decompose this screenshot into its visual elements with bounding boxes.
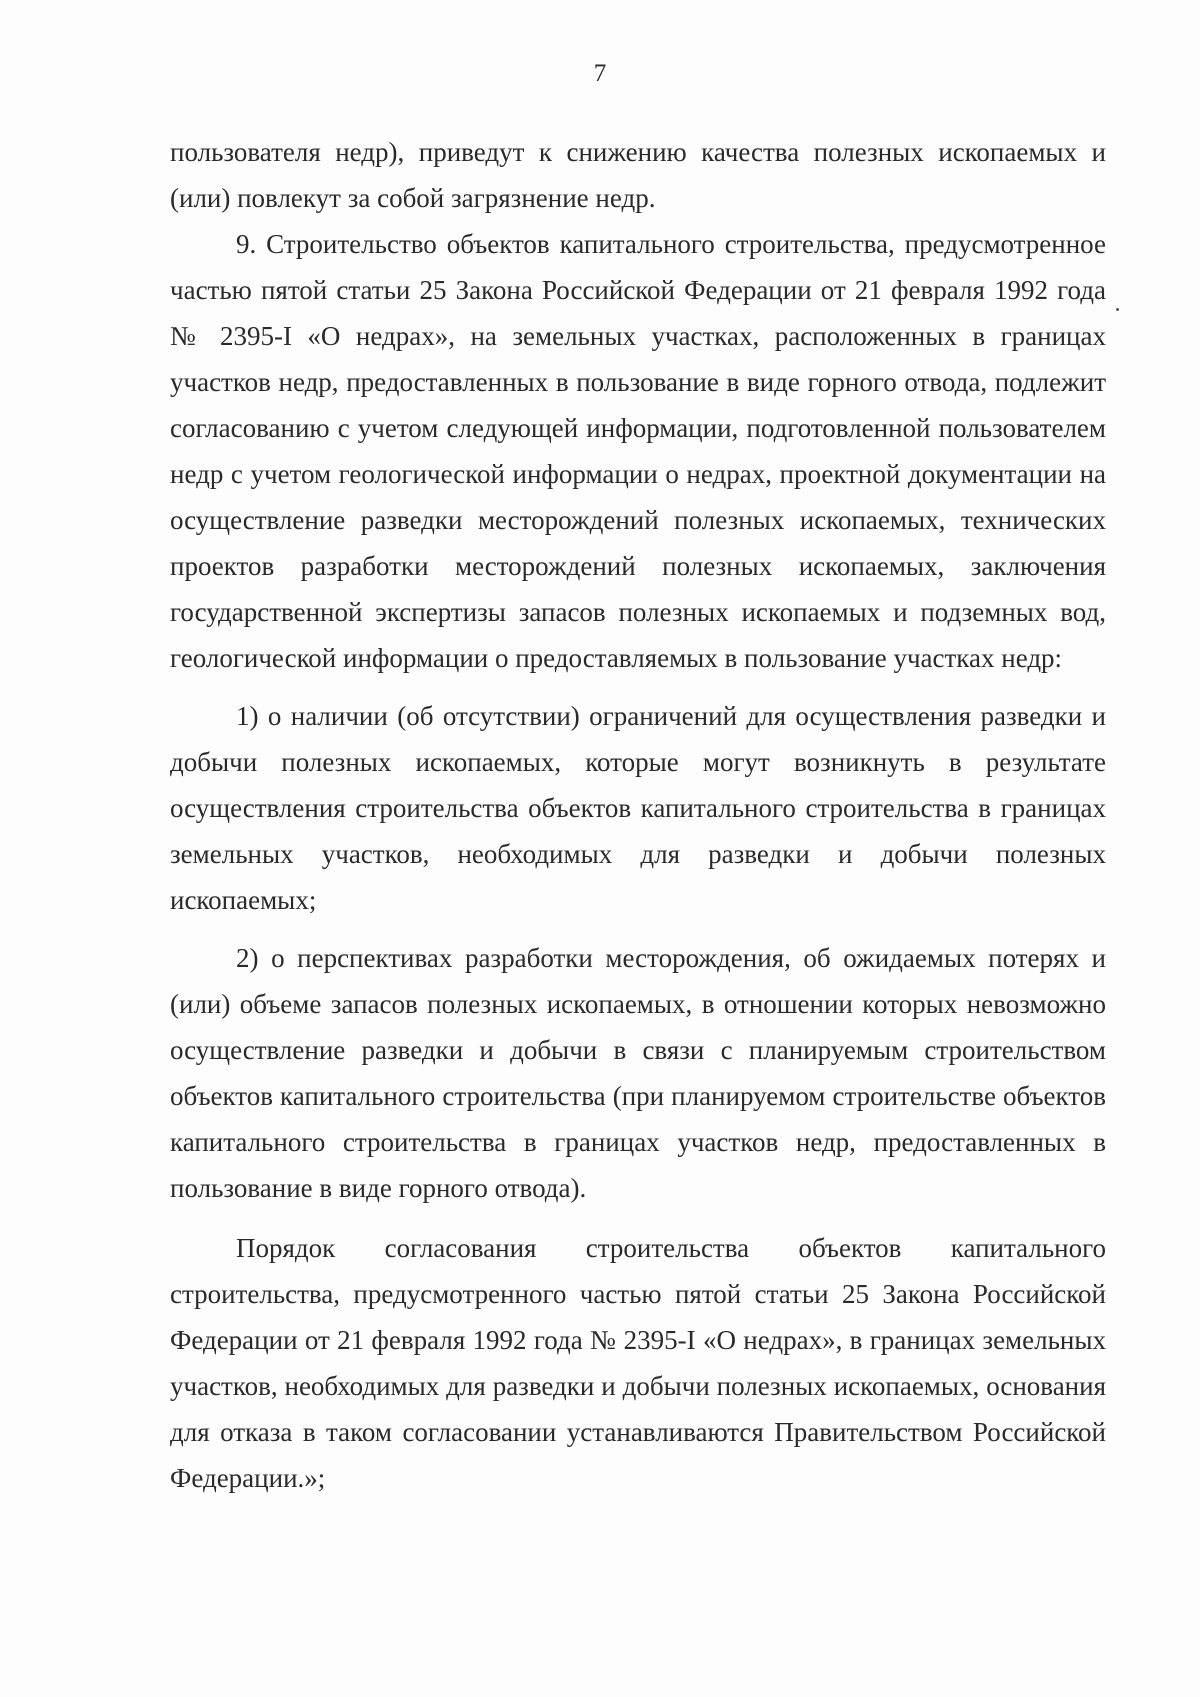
paragraph-subitem-1: 1) о наличии (об отсутствии) ограничений для осуществления разведки и добычи полезных ископаемых, которые могут возникнуть в результате осуществления строительства объектов капитального строительства в границах земельных участков, необходимых для разведки и добычи полезных ископаемых; — [170, 701, 1106, 915]
paragraph-item-9: 9. Строительство объектов капитального строительства, предусмотренное частью пятой статьи 25 Закона Российской Федерации от 21 февраля 1992 года № 2395-I «О недрах», на земельных участках, расположенных в границах участков недр, предоставленных в пользование в виде горного отвода, подлежит согласованию с учетом следующей информации, подготовленной пользователем недр с учетом геологической информации о недрах, проектной документации на осуществление разведки месторождений полезных ископаемых, технических проектов разработки месторождений полезных ископаемых, заключения государственной экспертизы запасов полезных ископаемых и подземных вод, геологической информации о предоставляемых в пользование участках недр: — [170, 229, 1106, 673]
document-body — [170, 129, 1106, 1501]
paragraph-continuation: пользователя недр), приведут к снижению качества полезных ископаемых и (или) повлекут за собой загрязнение недр. — [170, 137, 1106, 213]
scan-speck — [1116, 308, 1119, 311]
page-number: 7 — [593, 60, 607, 87]
paragraph-procedure: Порядок согласования строительства объектов капитального строительства, предусмотренного частью пятой статьи 25 Закона Российской Федерации от 21 февраля 1992 года № 2395-I «О недрах», в границах земельных участков, необходимых для разведки и добычи полезных ископаемых, основания для отказа в таком согласовании устанавливаются Правительством Российской Федерации.»; — [170, 1233, 1106, 1493]
paragraph-subitem-2: 2) о перспективах разработки месторождения, об ожидаемых потерях и (или) объеме запасов полезных ископаемых, в отношении которых невозможно осуществление разведки и добычи в связи с планируемым строительством объектов капитального строительства (при планируемом строительстве объектов капитального строительства в границах участков недр, предоставленных в пользование в виде горного отвода). — [170, 943, 1106, 1203]
